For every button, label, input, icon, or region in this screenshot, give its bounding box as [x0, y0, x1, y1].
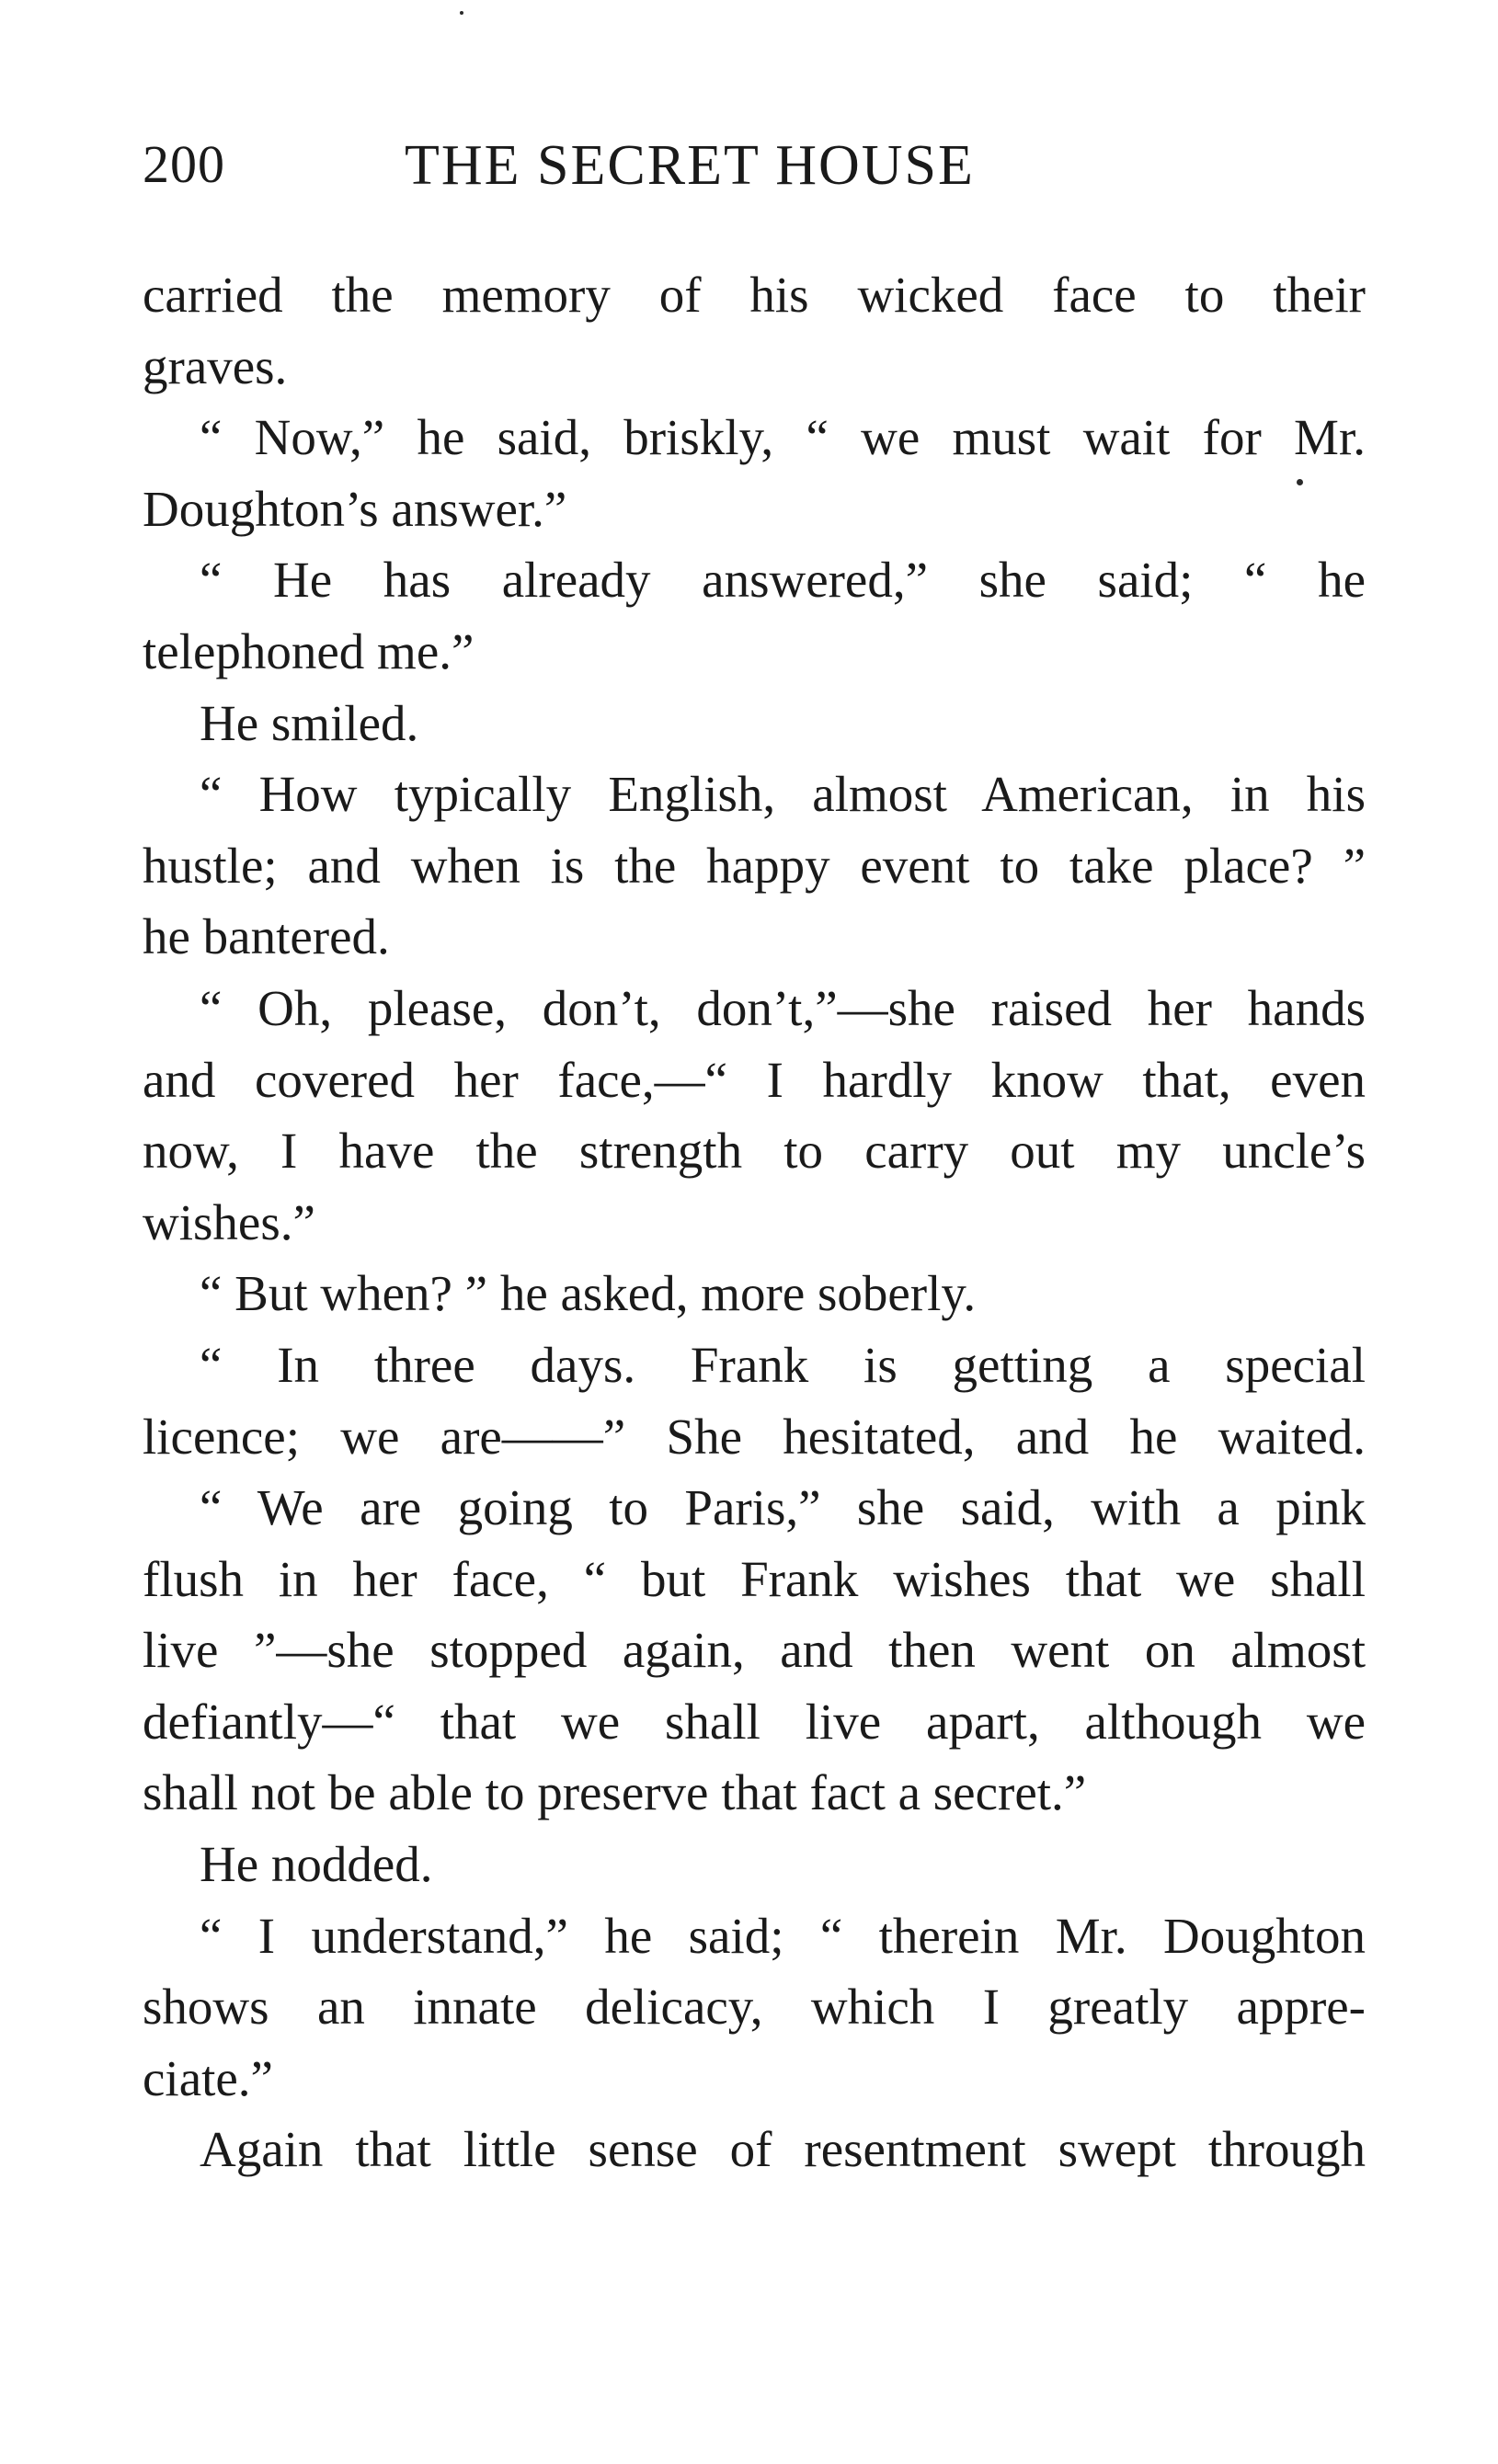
text-line: carried the memory of his wicked face to their — [143, 267, 1366, 323]
text-line: He nodded. — [200, 1836, 433, 1893]
text-line: now, I have the strength to carry out my uncle’s — [143, 1123, 1366, 1180]
text-line: licence; we are——” She hesitated, and he waited. — [143, 1408, 1366, 1465]
text-line: “ How typically English, almost American, in his — [200, 766, 1366, 823]
text-line: wishes.” — [143, 1193, 315, 1250]
body-text — [143, 259, 1366, 2185]
text-line: “ But when? ” he asked, more soberly. — [200, 1265, 977, 1322]
text-line: Again that little sense of resentment swept through — [200, 2121, 1366, 2178]
text-line: “ Oh, please, don’t, don’t,”—she raised her hands — [200, 979, 1366, 1036]
text-line: shows an innate delicacy, which I greatly appre- — [143, 1979, 1366, 2036]
text-line: and covered her face,—“ I hardly know that, even — [143, 1051, 1366, 1108]
print-speck — [460, 11, 463, 15]
text-line: defiantly—“ that we shall live apart, although we — [143, 1693, 1366, 1750]
text-line: “ In three days. Frank is getting a special — [200, 1336, 1366, 1393]
text-line: “ We are going to Paris,” she said, with a pink — [200, 1479, 1366, 1536]
text-line: graves. — [143, 337, 288, 394]
page-header — [143, 133, 1366, 207]
text-line: hustle; and when is the happy event to take place? ” — [143, 837, 1366, 894]
text-line: “ Now,” he said, briskly, “ we must wait for Mr. — [200, 409, 1366, 466]
text-line: flush in her face, “ but Frank wishes that we shall — [143, 1550, 1366, 1607]
text-line: “ I understand,” he said; “ therein Mr. Doughton — [200, 1907, 1366, 1964]
print-speck — [1297, 479, 1303, 485]
text-line: ciate.” — [143, 2049, 273, 2106]
text-line: He smiled. — [200, 694, 419, 751]
text-line: telephoned me.” — [143, 622, 475, 679]
text-line: Doughton’s answer.” — [143, 480, 567, 537]
text-line: “ He has already answered,” she said; “ he — [200, 552, 1366, 609]
running-title: THE SECRET HOUSE — [405, 134, 975, 197]
page-number: 200 — [143, 134, 225, 194]
text-line: live ”—she stopped again, and then went on almost — [143, 1622, 1366, 1679]
text-line: shall not be able to preserve that fact a secret.” — [143, 1764, 1087, 1821]
text-line: he bantered. — [143, 908, 390, 965]
